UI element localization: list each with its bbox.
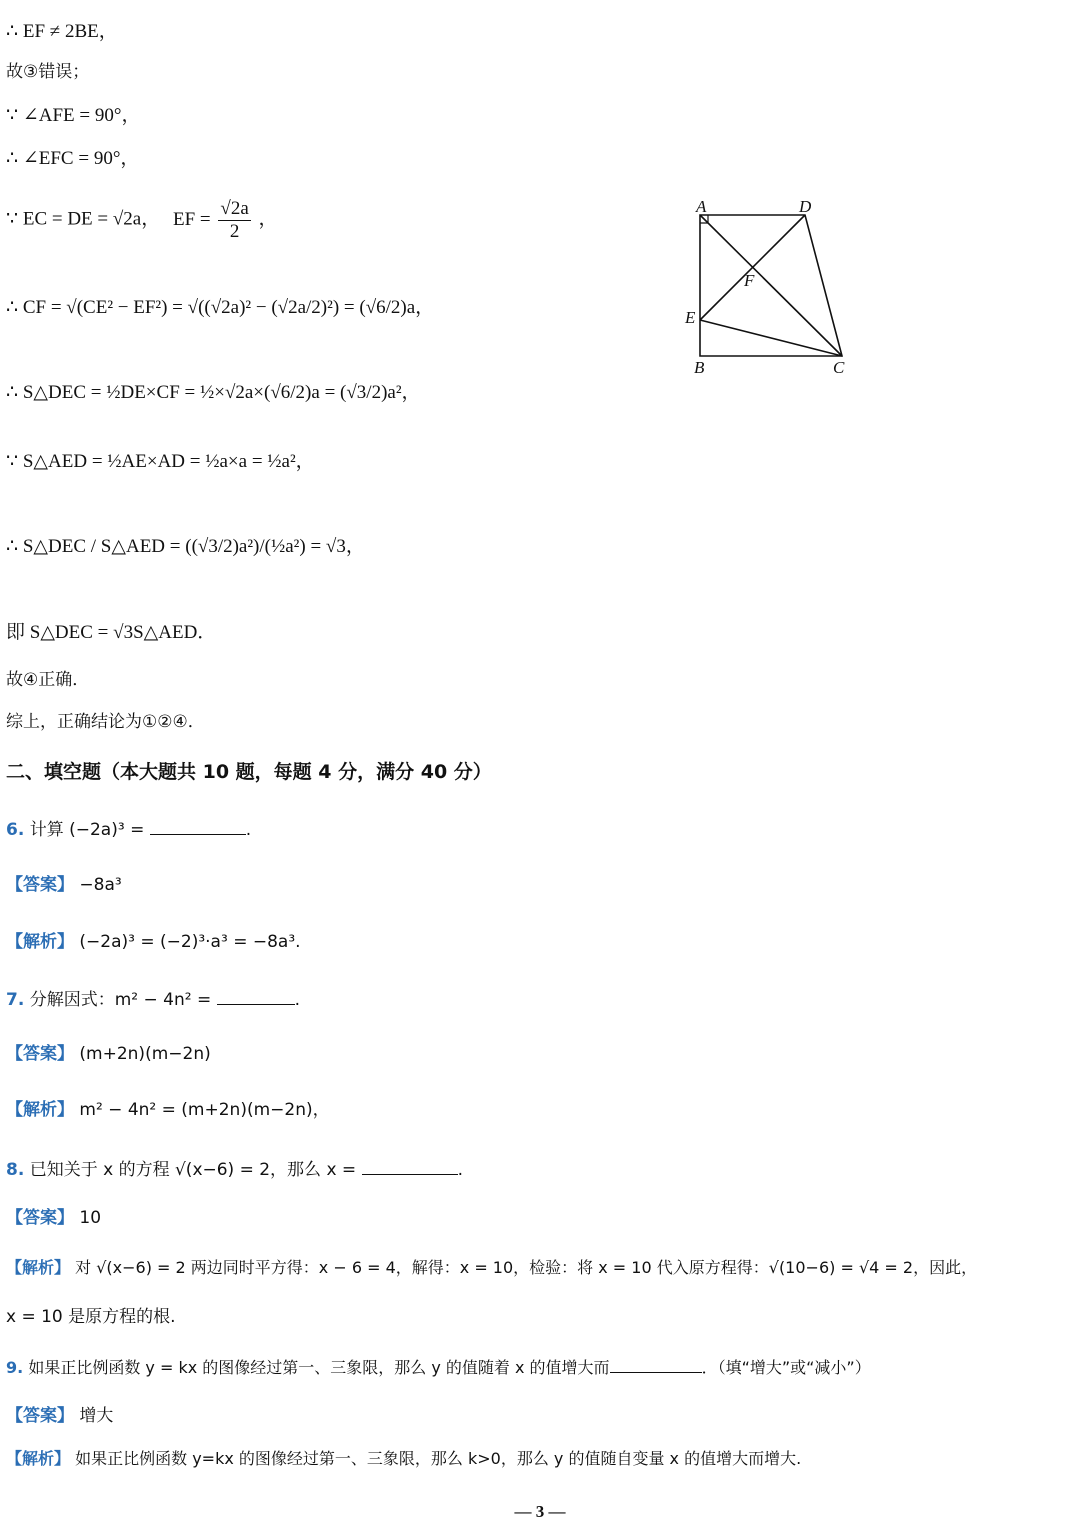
geometry-figure — [680, 195, 870, 385]
analysis-8-tag: 【解析】 — [6, 1258, 71, 1277]
figure-line-ac — [700, 215, 842, 356]
question-8-end: . — [457, 1160, 463, 1180]
question-8-text: 已知关于 x 的方程 √(x−6) = 2，那么 x = — [29, 1160, 362, 1180]
answer-7 — [6, 1046, 211, 1063]
proof-line-5 — [6, 198, 278, 243]
question-9-number: 9. — [6, 1358, 24, 1377]
figure-label-c: C — [833, 358, 845, 377]
ef-fraction — [218, 198, 250, 243]
analysis-7-value: m² − 4n² = (m+2n)(m−2n)， — [79, 1100, 330, 1120]
proof-line-11: 故④正确． — [6, 670, 90, 690]
question-8 — [6, 1160, 463, 1179]
question-8-number: 8. — [6, 1160, 25, 1180]
question-6-text: 计算 (−2a)³ = — [29, 820, 150, 840]
answer-6 — [6, 877, 122, 894]
proof-line-2: 故③错误； — [6, 62, 90, 82]
question-9-text: 如果正比例函数 y = kx 的图像经过第一、三象限，那么 y 的值随着 x 的值增大而 — [28, 1358, 610, 1377]
figure-label-d: D — [799, 197, 812, 216]
answer-6-tag: 【答案】 — [6, 875, 74, 895]
answer-8-value: 10 — [79, 1208, 102, 1228]
figure-label-f: F — [744, 271, 755, 290]
answer-9-value: 增大 — [79, 1406, 114, 1426]
question-7-text: 分解因式：m² − 4n² = — [29, 990, 217, 1010]
question-9-blank — [610, 1358, 702, 1373]
proof-line-9: ∴ S△DEC / S△AED = ((√3/2)a²)/(½a²) = √3， — [6, 536, 365, 557]
analysis-7 — [6, 1102, 330, 1119]
figure-label-a: A — [696, 197, 707, 216]
proof-line-6: ∴ CF = √(CE² − EF²) = √((√2a)² − (√2a/2)²) = (√6/2)a， — [6, 297, 435, 318]
ef-fraction-num: √2a — [220, 198, 249, 219]
analysis-9-value: 如果正比例函数 y=kx 的图像经过第一、三象限，那么 k>0，那么 y 的值随自变量 x 的值增大而增大. — [75, 1449, 802, 1468]
proof-line-4: ∴ ∠EFC = 90°， — [6, 148, 140, 169]
ef-fraction-den: 2 — [229, 220, 240, 242]
analysis-9-tag: 【解析】 — [6, 1449, 71, 1468]
analysis-9 — [6, 1451, 801, 1467]
question-8-blank — [362, 1160, 458, 1175]
figure-line-ec — [700, 320, 842, 356]
analysis-6 — [6, 934, 301, 951]
figure-label-b: B — [694, 358, 705, 377]
analysis-6-value: (−2a)³ = (−2)³·a³ = −8a³. — [79, 932, 301, 952]
question-7 — [6, 990, 300, 1009]
proof-line-10: 即 S△DEC = √3S△AED． — [6, 622, 217, 643]
question-6-blank — [150, 820, 246, 835]
proof-line-5-end: ， — [258, 208, 278, 230]
answer-8-tag: 【答案】 — [6, 1208, 74, 1228]
answer-9 — [6, 1408, 113, 1425]
question-7-end: . — [294, 990, 300, 1010]
proof-line-7: ∴ S△DEC = ½DE×CF = ½×√2a×(√6/2)a = (√3/2)a²， — [6, 382, 421, 403]
analysis-7-tag: 【解析】 — [6, 1100, 74, 1120]
proof-line-1: ∴ EF ≠ 2BE， — [6, 21, 118, 42]
figure-label-e: E — [685, 308, 696, 327]
analysis-8 — [6, 1260, 977, 1276]
proof-line-5b: EF = — [173, 208, 211, 230]
question-7-number: 7. — [6, 990, 25, 1010]
answer-7-value: (m+2n)(m−2n) — [79, 1044, 211, 1064]
answer-6-value: −8a³ — [79, 875, 122, 895]
analysis-8-value: 对 √(x−6) = 2 两边同时平方得：x − 6 = 4，解得：x = 10，检验：将 x = 10 代入原方程得：√(10−6) = √4 = 2，因此， — [75, 1258, 978, 1277]
proof-line-8: ∵ S△AED = ½AE×AD = ½a×a = ½a²， — [6, 451, 315, 472]
analysis-6-tag: 【解析】 — [6, 932, 74, 952]
proof-line-5a: ∵ EC = DE = √2a， — [6, 208, 161, 230]
answer-8 — [6, 1210, 101, 1227]
section-heading: 二、填空题（本大题共 10 题，每题 4 分，满分 40 分） — [6, 761, 492, 783]
analysis-8-cont: x = 10 是原方程的根. — [6, 1307, 176, 1327]
proof-line-3: ∵ ∠AFE = 90°， — [6, 105, 141, 126]
question-6-end: . — [245, 820, 252, 840]
question-6 — [6, 820, 251, 839]
question-7-blank — [217, 990, 295, 1005]
page-number: — 3 — — [514, 1502, 566, 1521]
question-9-end: ．（填“增大”或“减小”） — [701, 1358, 871, 1377]
question-9 — [6, 1358, 871, 1376]
answer-9-tag: 【答案】 — [6, 1406, 74, 1426]
question-6-number: 6. — [6, 820, 25, 840]
answer-7-tag: 【答案】 — [6, 1044, 74, 1064]
proof-line-12: 综上，正确结论为①②④． — [6, 712, 205, 732]
